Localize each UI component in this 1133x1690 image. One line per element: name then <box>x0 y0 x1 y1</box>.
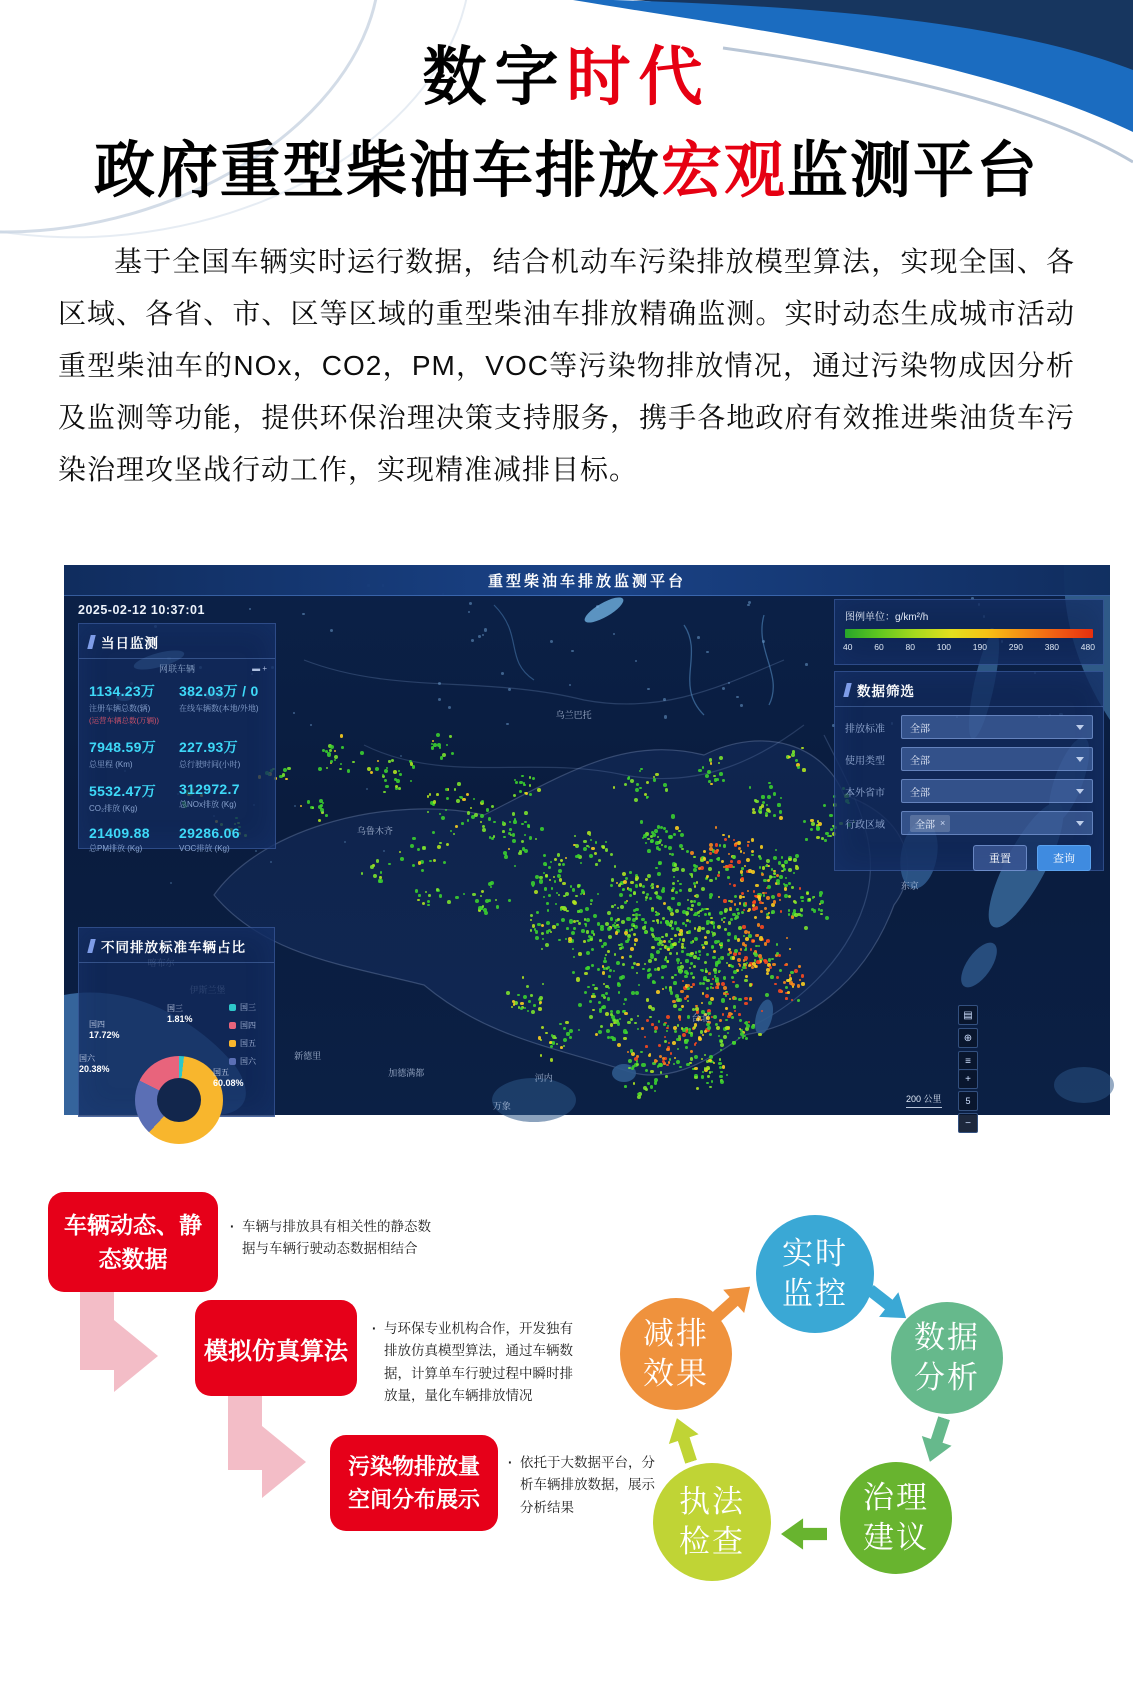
dashboard-title: 重型柴油车排放监测平台 <box>487 572 686 590</box>
stat-value: 29286.06 <box>179 825 240 841</box>
today-subtab[interactable]: 网联车辆 <box>158 663 195 674</box>
reset-button[interactable]: 重置 <box>973 845 1027 871</box>
dashboard-screenshot <box>64 565 1110 1129</box>
donut-chart <box>135 1056 223 1144</box>
filter-select-0[interactable] <box>901 715 1093 739</box>
stat-item <box>89 781 175 814</box>
cycle-step-label: 数据分析 <box>913 1319 980 1395</box>
filter-value: 全部 <box>915 819 935 831</box>
map-city-label: 台北 <box>691 1012 710 1023</box>
stat-value: 21409.88 <box>89 825 150 841</box>
filter-label: 排放标准 <box>845 723 885 735</box>
panel-accent-bar <box>87 939 95 953</box>
stat-sublabel: (运营车辆总数(万辆)) <box>89 716 159 725</box>
legend-color-dot <box>229 1040 236 1047</box>
flow-step-3: 污染物排放量空间分布展示 <box>330 1435 498 1531</box>
stat-value: 227.93万 <box>179 739 238 755</box>
layers-icon[interactable]: ▤ <box>958 1005 978 1025</box>
chevron-down-icon <box>1076 757 1084 762</box>
cycle-arrow-icon <box>914 1413 961 1467</box>
dashboard-header <box>64 565 1110 596</box>
stat-item <box>179 825 265 854</box>
scale-line <box>906 1107 942 1108</box>
donut-hole <box>157 1078 201 1122</box>
stat-label: CO₂排放 (Kg) <box>89 804 138 813</box>
cycle-step-label: 减排效果 <box>642 1315 709 1391</box>
filter-label: 使用类型 <box>845 755 885 767</box>
donut-legend-item[interactable]: 国六 <box>229 1056 256 1067</box>
query-button[interactable]: 查询 <box>1037 845 1091 871</box>
stat-label: 注册车辆总数(辆) <box>89 704 151 713</box>
cycle-arrow-icon <box>781 1517 827 1551</box>
flow-arrow-1-head <box>114 1320 158 1392</box>
donut-panel-title: 不同排放标准车辆占比 <box>101 940 246 955</box>
map-city-label: 东京 <box>900 880 919 891</box>
panel-collapse-icon[interactable]: ▬ + <box>252 663 267 673</box>
dashboard-timestamp: 2025-02-12 10:37:01 <box>78 603 205 617</box>
legend-tick: 290 <box>1008 642 1023 652</box>
chevron-down-icon <box>1076 725 1084 730</box>
legend-color-dot <box>229 1004 236 1011</box>
filter-select-2[interactable] <box>901 779 1093 803</box>
stat-item <box>89 737 175 770</box>
legend-tick: 80 <box>905 642 915 652</box>
stat-label: 总行驶时间(小时) <box>179 760 241 769</box>
legend-color-dot <box>229 1058 236 1065</box>
stat-label: 总PM排放 (Kg) <box>89 844 143 853</box>
filter-value: 全部 <box>910 787 930 799</box>
donut-slice-label: 国三 1.81% <box>167 1004 193 1025</box>
flow-step-2-desc: · 与环保专业机构合作，开发独有排放仿真模型算法，通过车辆数据，计算单车行驶过程中瞬时排放量，量化车辆排放情况 <box>372 1318 584 1407</box>
legend-gradient-bar <box>845 629 1093 638</box>
stat-value: 7948.59万 <box>89 739 157 755</box>
map-city-label: 加德满都 <box>388 1067 425 1078</box>
emission-standard-panel <box>78 927 275 1117</box>
zoom-in-button[interactable]: + <box>958 1069 978 1089</box>
menu-icon[interactable]: ≡ <box>958 1051 978 1071</box>
filter-row <box>845 811 1093 835</box>
locate-icon[interactable]: ⊕ <box>958 1028 978 1048</box>
filter-select-1[interactable] <box>901 747 1093 771</box>
donut-slice-label: 国六 20.38% <box>79 1054 110 1075</box>
cycle-arrow-icon <box>661 1413 708 1467</box>
map-city-label: 乌兰巴托 <box>555 710 592 720</box>
donut-legend-item[interactable]: 国四 <box>229 1020 256 1031</box>
donut-legend-item[interactable]: 国五 <box>229 1038 256 1049</box>
stat-label: 总NOx排放 (Kg) <box>179 800 237 809</box>
flow-arrow-2-head <box>262 1426 306 1498</box>
today-panel-title: 当日监测 <box>101 636 159 651</box>
filter-value: 全部 <box>910 755 930 767</box>
stat-item <box>179 737 265 770</box>
stat-value: 5532.47万 <box>89 783 157 799</box>
map-city-label: 河内 <box>534 1073 553 1083</box>
intro-paragraph: 基于全国车辆实时运行数据，结合机动车污染排放模型算法，实现全国、各区域、各省、市、区等区域的重型柴油车排放精确监测。实时动态生成城市活动重型柴油车的NOx，CO2，PM，VOC等污染物排放情况，通过污染物成因分析及监测等功能，提供环保治理决策支持服务，携手各地政府有效推进柴油货车污染治理攻坚战行动工作，实现精准减排目标。 <box>58 246 1075 486</box>
legend-color-dot <box>229 1022 236 1029</box>
cycle-step <box>756 1215 874 1333</box>
filter-tag <box>910 815 950 832</box>
filter-value: 全部 <box>910 723 930 735</box>
panel-accent-bar <box>843 683 851 697</box>
legend-tick: 480 <box>1080 642 1095 652</box>
poster-title-line1: 数字时代 <box>422 41 711 113</box>
map-toolbar <box>958 1005 978 1071</box>
legend-tick: 190 <box>972 642 987 652</box>
zoom-level: 5 <box>958 1091 978 1111</box>
stat-item <box>89 825 175 854</box>
stat-label: VOC排放 (Kg) <box>179 844 230 853</box>
donut-slice-label: 国四 17.72% <box>89 1020 120 1041</box>
flow-step-1-desc: · 车辆与排放具有相关性的静态数据与车辆行驶动态数据相结合 <box>230 1216 442 1261</box>
flow-step-2: 模拟仿真算法 <box>195 1300 357 1396</box>
cycle-step <box>840 1462 952 1574</box>
map-scale: 200 公里 <box>906 1092 942 1108</box>
stat-item <box>89 681 175 726</box>
donut-slice-label: 国五 60.08% <box>213 1068 244 1089</box>
cycle-step-label: 执法检查 <box>678 1483 745 1559</box>
donut-legend-item[interactable]: 国三 <box>229 1002 256 1013</box>
stat-value: 1134.23万 <box>89 683 156 699</box>
map-zoom-control <box>958 1069 978 1133</box>
chevron-down-icon <box>1076 789 1084 794</box>
donut-legend <box>229 1002 256 1067</box>
cycle-step <box>653 1463 771 1581</box>
panel-accent-bar <box>87 635 95 649</box>
legend-tick: 40 <box>843 642 853 652</box>
cycle-step-label: 治理建议 <box>862 1479 929 1555</box>
map-legend-panel <box>834 599 1104 665</box>
today-monitor-panel <box>78 623 276 853</box>
stat-item <box>179 781 265 814</box>
filter-select-3[interactable] <box>901 811 1093 835</box>
stat-value: 382.03万 / 0 <box>179 683 259 699</box>
filter-row <box>845 779 1093 803</box>
flow-step-1: 车辆动态、静态数据 <box>48 1192 218 1292</box>
cycle-step-label: 实时监控 <box>781 1235 848 1311</box>
chevron-down-icon <box>1076 821 1084 826</box>
zoom-out-button[interactable]: − <box>958 1113 978 1133</box>
legend-unit-label: 图例单位：g/km²/h <box>845 612 929 623</box>
filter-label: 本外省市 <box>845 787 885 799</box>
flow-step-3-desc: · 依托于大数据平台，分析车辆排放数据，展示分析结果 <box>508 1452 660 1519</box>
map-city-label: 万象 <box>492 1100 511 1111</box>
stat-item <box>179 681 265 726</box>
poster-title-line2: 政府重型柴油车排放宏观监测平台 <box>93 136 1040 204</box>
cycle-step <box>891 1302 1003 1414</box>
stat-label: 在线车辆数(本地/外地) <box>179 704 259 713</box>
cycle-diagram <box>600 1162 1030 1642</box>
flow-arrow-1-bar <box>80 1292 114 1370</box>
filter-row <box>845 747 1093 771</box>
filter-label: 行政区域 <box>845 819 885 831</box>
legend-tick: 380 <box>1044 642 1059 652</box>
legend-tick: 60 <box>874 642 884 652</box>
legend-tick: 100 <box>936 642 951 652</box>
filter-row <box>845 715 1093 739</box>
map-city-label: 乌鲁木齐 <box>356 825 393 836</box>
stat-value: 312972.7 <box>179 781 240 797</box>
filter-panel-title: 数据筛选 <box>857 684 915 699</box>
map-city-label: 新德里 <box>294 1051 322 1061</box>
flow-arrow-2-bar <box>228 1396 262 1470</box>
data-filter-panel <box>834 671 1104 871</box>
stat-label: 总里程 (Km) <box>89 760 133 769</box>
tag-remove-icon[interactable]: × <box>940 818 946 828</box>
